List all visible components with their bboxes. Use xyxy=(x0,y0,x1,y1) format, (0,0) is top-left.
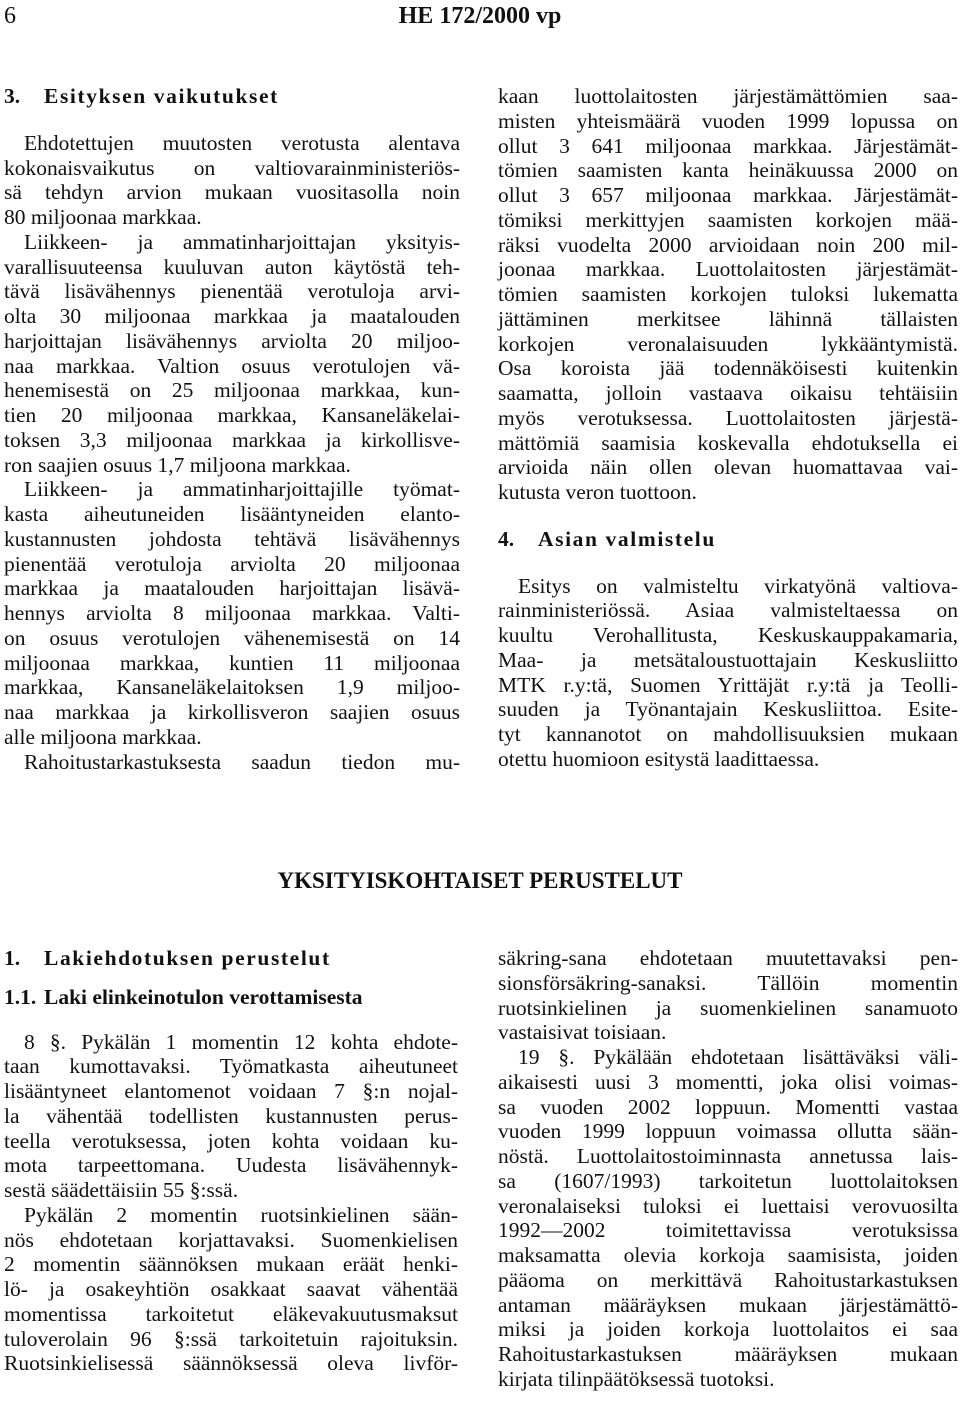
text-line: tuloverolain 96 §:ssä tarkoitetuin rajoituksin. xyxy=(4,1326,458,1351)
text-line: lisääntyneet elantomenot voidaan 7 §:n nojal- xyxy=(4,1079,458,1103)
text-line: nös ehdotetaan korjattavaksi. Suomenkielisen xyxy=(4,1227,458,1252)
column-bottom-left xyxy=(4,946,458,1376)
text-line: henemisestä on 25 miljoonaa markkaa, kun- xyxy=(4,378,460,403)
section-3-heading xyxy=(4,84,460,109)
text-line: joonaa markkaa. Luottolaitosten järjestämät- xyxy=(498,257,958,282)
text-line: tyt kannanotot on mahdollisuuksien mukaan xyxy=(498,722,958,746)
subsection-1-1-title: Laki elinkeinotulon verottamisesta xyxy=(44,984,363,1009)
text-line: ron saajien osuus 1,7 miljoona markkaa. xyxy=(4,452,351,477)
part-title: YKSITYISKOHTAISET PERUSTELUT xyxy=(277,868,683,893)
section-4-number: 4. xyxy=(498,526,515,551)
text-line: misten yhteismäärä vuoden 1999 lopussa on xyxy=(498,108,958,133)
text-line: varallisuuteensa kuuluvan auton käytöstä teh- xyxy=(4,254,460,279)
subsection-1-1-number: 1.1. xyxy=(4,984,37,1009)
text-line: 8 §. Pykälän 1 momentin 12 kohta ehdote- xyxy=(24,1029,458,1054)
text-line: vuoden 1999 loppuun voimassa ollutta sään- xyxy=(498,1119,958,1144)
text-line: kokonaisvaikutus on valtiovarainministeriös- xyxy=(4,155,460,180)
text-line: antaman määräyksen mukaan järjestämättö- xyxy=(498,1292,958,1317)
section-1-continuation xyxy=(498,946,958,1392)
text-line: Esitys on valmisteltu virkatyönä valtiova- xyxy=(518,573,958,598)
text-line: kaan luottolaitosten järjestämättömien saa- xyxy=(498,84,958,108)
text-line: korkojen veronalaisuuden lykkääntymistä. xyxy=(498,331,958,356)
text-line: naa markkaa. Valtion osuus verotulojen vä- xyxy=(4,353,460,378)
section-4-heading xyxy=(498,527,958,552)
text-line: rainministeriössä. Asiaa valmisteltaessa on xyxy=(498,598,958,623)
text-line: Rahoitustarkastuksen määräyksen mukaan xyxy=(498,1342,958,1366)
text-line: sä tehdyn arvion mukaan vuositasolla noin xyxy=(4,180,460,205)
text-line: mättömiä saamisia koskevalla ehdotuksella ei xyxy=(498,430,958,455)
text-line: pienentää verotuloja arviolta 20 miljoonaa xyxy=(4,551,460,576)
text-line: tömien saamisten kanta heinäkuussa 2000 on xyxy=(498,158,958,183)
text-line: MTK r.y:tä, Suomen Yrittäjät r.y:tä ja Teolli- xyxy=(498,672,958,697)
text-line: myös verotuksessa. Luottolaitosten järjestä- xyxy=(498,405,958,430)
text-line: pääoma on merkittävä Rahoitustarkastuksen xyxy=(498,1267,958,1292)
section-3-body xyxy=(4,131,460,775)
text-line: on osuus verotulojen vähenemisestä on 14 xyxy=(4,625,460,650)
section-3-continuation xyxy=(498,84,958,505)
section-1-title: Lakiehdotuksen perustelut xyxy=(44,946,331,970)
text-line: 80 miljoonaa markkaa. xyxy=(4,205,202,229)
text-line: tävä lisävähennys pienentää verotuloja arvi- xyxy=(4,279,460,304)
text-line: ruotsinkielinen ja suomenkielinen sanamuoto xyxy=(498,995,958,1020)
section-1-heading xyxy=(4,946,458,971)
text-line: Osa koroista jää todennäköisesti kuitenkin xyxy=(498,356,958,381)
text-line: nöstä. Luottolaitostoiminnasta annetussa lais- xyxy=(498,1144,958,1168)
text-line: 1992—2002 toimitettavissa verotuksissa xyxy=(498,1218,958,1243)
text-line: miljoonaa markkaa, kuntien 11 miljoonaa xyxy=(4,650,460,675)
text-line: Ruotsinkielisessä säännöksessä oleva livför- xyxy=(4,1351,458,1376)
text-line: Rahoitustarkastuksesta saadun tiedon mu- xyxy=(24,749,460,774)
text-line: olta 30 miljoonaa markkaa ja maatalouden xyxy=(4,304,460,328)
text-line: 19 §. Pykälään ehdotetaan lisättäväksi väli- xyxy=(518,1045,958,1069)
text-line: ollut 3 657 miljoonaa markkaa. Järjestämät- xyxy=(498,183,958,207)
page-number: 6 xyxy=(4,3,16,29)
section-1-number: 1. xyxy=(4,946,21,970)
text-line: Pykälän 2 momentin ruotsinkielinen sään- xyxy=(24,1202,458,1227)
text-line: lö- ja osakeyhtiön osakkaat saavat vähentää xyxy=(4,1277,458,1301)
text-line: Liikkeen- ja ammatinharjoittajan yksityis- xyxy=(24,229,460,254)
text-line: markkaa, Kansaneläkelaitoksen 1,9 miljoo- xyxy=(4,675,460,700)
text-line: otettu huomioon esitystä laadittaessa. xyxy=(498,746,820,771)
text-line: tien 20 miljoonaa markkaa, Kansaneläkelai- xyxy=(4,403,460,427)
text-line: mota tarpeettomana. Uudesta lisävähennyk- xyxy=(4,1153,458,1178)
text-line: naa markkaa ja kirkollisveron saajien osuus xyxy=(4,700,460,724)
text-line: räksi vuodelta 2000 arvioidaan noin 200 mil- xyxy=(498,232,958,257)
section-4-title: Asian valmistelu xyxy=(538,526,716,551)
text-line: säkring-sana ehdotetaan muutettavaksi pen- xyxy=(498,946,958,970)
text-line: sionsförsäkring-sanaksi. Tällöin momentin xyxy=(498,970,958,995)
text-line: sestä säädettäisiin 55 §:ssä. xyxy=(4,1178,239,1202)
text-line: taan kumottavaksi. Työmatkasta aiheutuneet xyxy=(4,1054,458,1079)
text-line: toksen 3,3 miljoonaa markkaa ja kirkollisve- xyxy=(4,427,460,452)
text-line: kasta aiheutuneiden lisääntyneiden elanto- xyxy=(4,502,460,526)
text-line: kutusta veron tuottoon. xyxy=(498,480,697,504)
text-line: la vähentää todellisten kustannusten perus- xyxy=(4,1103,458,1128)
text-line: kuultu Verohallitusta, Keskuskauppakamaria, xyxy=(498,623,958,647)
section-4-body xyxy=(498,574,958,772)
column-top-right xyxy=(498,84,958,772)
text-line: hennys arviolta 8 miljoonaa markkaa. Valti- xyxy=(4,601,460,625)
text-line: harjoittajan lisävähennys arviolta 20 miljoo- xyxy=(4,328,460,353)
text-line: markkaa ja maatalouden harjoittajan lisävä- xyxy=(4,576,460,601)
text-line: tömiksi merkittyjen saamisten korkojen mää- xyxy=(498,207,958,232)
document-id: HE 172/2000 vp xyxy=(398,3,562,29)
text-line: sa vuoden 2002 loppuun. Momentti vastaa xyxy=(498,1094,958,1119)
text-line: Ehdotettujen muutosten verotusta alentava xyxy=(24,130,460,155)
text-line: sa (1607/1993) tarkoitetun luottolaitoksen xyxy=(498,1168,958,1193)
column-top-left xyxy=(4,84,460,774)
text-line: kustannusten johdosta tehtävä lisävähennys xyxy=(4,526,460,551)
text-line: miksi ja joiden korkoja luottolaitos ei saa xyxy=(498,1317,958,1342)
subsection-1-1-heading xyxy=(4,985,458,1010)
section-3-number: 3. xyxy=(4,84,21,108)
text-line: momentissa tarkoitetut eläkevakuutusmaksut xyxy=(4,1301,458,1326)
text-line: tömien saamisten korkojen tuloksi lukematta xyxy=(498,282,958,306)
text-line: Liikkeen- ja ammatinharjoittajille työmat- xyxy=(24,477,460,502)
text-line: 2 momentin säännöksen mukaan eräät henki- xyxy=(4,1252,458,1277)
text-line: suuden ja Työnantajain Keskusliittoa. Esite- xyxy=(498,697,958,722)
text-line: arvioida näin ollen olevan huomattavaa vai- xyxy=(498,455,958,480)
text-line: jättäminen merkitsee lähinnä tällaisten xyxy=(498,306,958,331)
text-line: maksamatta olevia korkoja saamisista, joiden xyxy=(498,1243,958,1267)
text-line: alle miljoona markkaa. xyxy=(4,724,202,749)
text-line: aikaisesti uusi 3 momentti, joka olisi voimas- xyxy=(498,1069,958,1094)
text-line: kirjata tilinpäätöksessä tuotoksi. xyxy=(498,1366,775,1391)
text-line: teella verotuksessa, joten kohta voidaan ku- xyxy=(4,1128,458,1153)
text-line: veronalaiseksi tuloksi ei luettaisi verovuosilta xyxy=(498,1193,958,1218)
text-line: vastaisivat toisiaan. xyxy=(498,1020,667,1045)
text-line: Maa- ja metsätaloustuottajain Keskusliitto xyxy=(498,647,958,672)
text-line: ollut 3 641 miljoonaa markkaa. Järjestämät- xyxy=(498,133,958,158)
section-1-body xyxy=(4,1030,458,1377)
text-line: saamatta, jolloin vastaava oikaisu tehtäisiin xyxy=(498,381,958,405)
section-3-title: Esityksen vaikutukset xyxy=(44,84,279,108)
column-bottom-right xyxy=(498,946,958,1392)
